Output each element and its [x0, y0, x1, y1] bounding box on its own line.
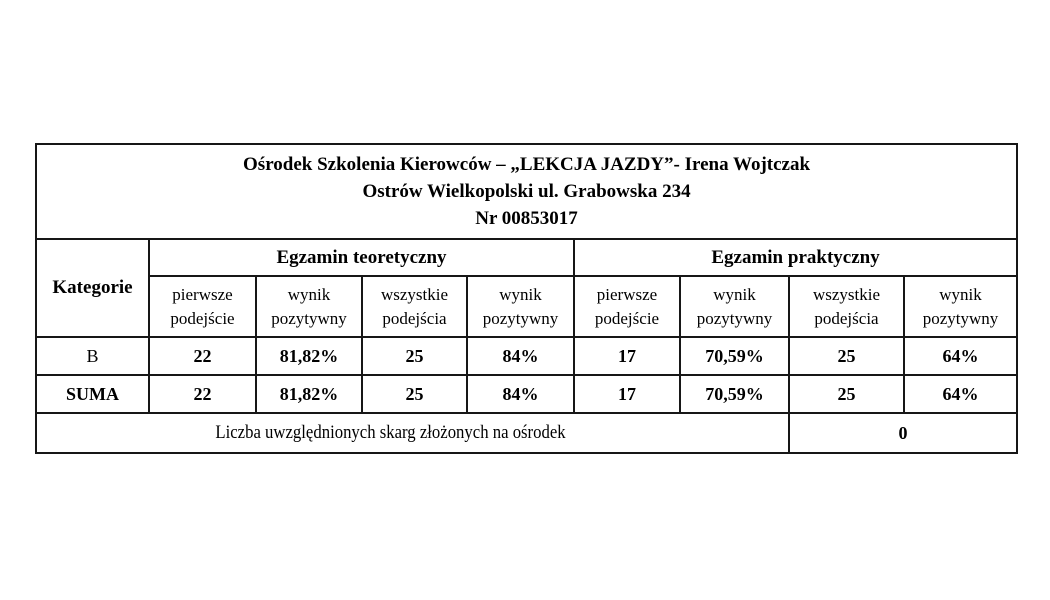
b-practical-positive-result-1: 70,59% — [680, 337, 789, 375]
subheader-theory-positive-result-2: wynik pozytywny — [467, 276, 574, 337]
subheader-theory-positive-result-1: wynik pozytywny — [256, 276, 362, 337]
subheader-theory-all-attempts: wszystkie podejścia — [362, 276, 467, 337]
suma-theory-positive-result-2: 84% — [467, 375, 574, 413]
subheader-practical-all-attempts: wszystkie podejścia — [789, 276, 904, 337]
title-row — [36, 144, 1017, 239]
b-practical-positive-result-2: 64% — [904, 337, 1017, 375]
suma-practical-all-attempts: 25 — [789, 375, 904, 413]
center-name-line: Ośrodek Szkolenia Kierowców – „LEKCJA JAZDY”- Irena Wojtczak — [243, 154, 811, 175]
suma-theory-first-attempt: 22 — [149, 375, 256, 413]
suma-practical-positive-result-1: 70,59% — [680, 375, 789, 413]
b-theory-all-attempts: 25 — [362, 337, 467, 375]
subheader-practical-first-attempt: pierwsze podejście — [574, 276, 680, 337]
suma-label: SUMA — [36, 375, 149, 413]
b-theory-first-attempt: 22 — [149, 337, 256, 375]
complaints-label: Liczba uwzględnionych skarg złożonych na ośrodek — [215, 422, 566, 443]
practical-exam-group-header: Egzamin praktyczny — [574, 239, 1017, 276]
subheader-row — [36, 276, 1017, 337]
b-practical-all-attempts: 25 — [789, 337, 904, 375]
suma-theory-all-attempts: 25 — [362, 375, 467, 413]
complaints-label-cell — [36, 413, 789, 453]
suma-practical-first-attempt: 17 — [574, 375, 680, 413]
theory-exam-group-header: Egzamin teoretyczny — [149, 239, 574, 276]
subheader-practical-positive-result-2: wynik pozytywny — [904, 276, 1017, 337]
table-row-category-b — [36, 337, 1017, 375]
center-address-line: Ostrów Wielkopolski ul. Grabowska 234 — [362, 181, 691, 202]
kategorie-header-cell: Kategorie — [36, 239, 149, 337]
category-b-label: B — [36, 337, 149, 375]
b-theory-positive-result-2: 84% — [467, 337, 574, 375]
center-header-cell — [36, 144, 1017, 239]
complaints-row — [36, 413, 1017, 453]
subheader-practical-positive-result-1: wynik pozytywny — [680, 276, 789, 337]
complaints-value-cell: 0 — [789, 413, 1017, 453]
group-header-row — [36, 239, 1017, 276]
suma-theory-positive-result-1: 81,82% — [256, 375, 362, 413]
table-row-suma — [36, 375, 1017, 413]
suma-practical-positive-result-2: 64% — [904, 375, 1017, 413]
b-practical-first-attempt: 17 — [574, 337, 680, 375]
b-theory-positive-result-1: 81,82% — [256, 337, 362, 375]
subheader-theory-first-attempt: pierwsze podejście — [149, 276, 256, 337]
center-number-line: Nr 00853017 — [475, 208, 578, 229]
exam-results-table — [35, 143, 1018, 454]
